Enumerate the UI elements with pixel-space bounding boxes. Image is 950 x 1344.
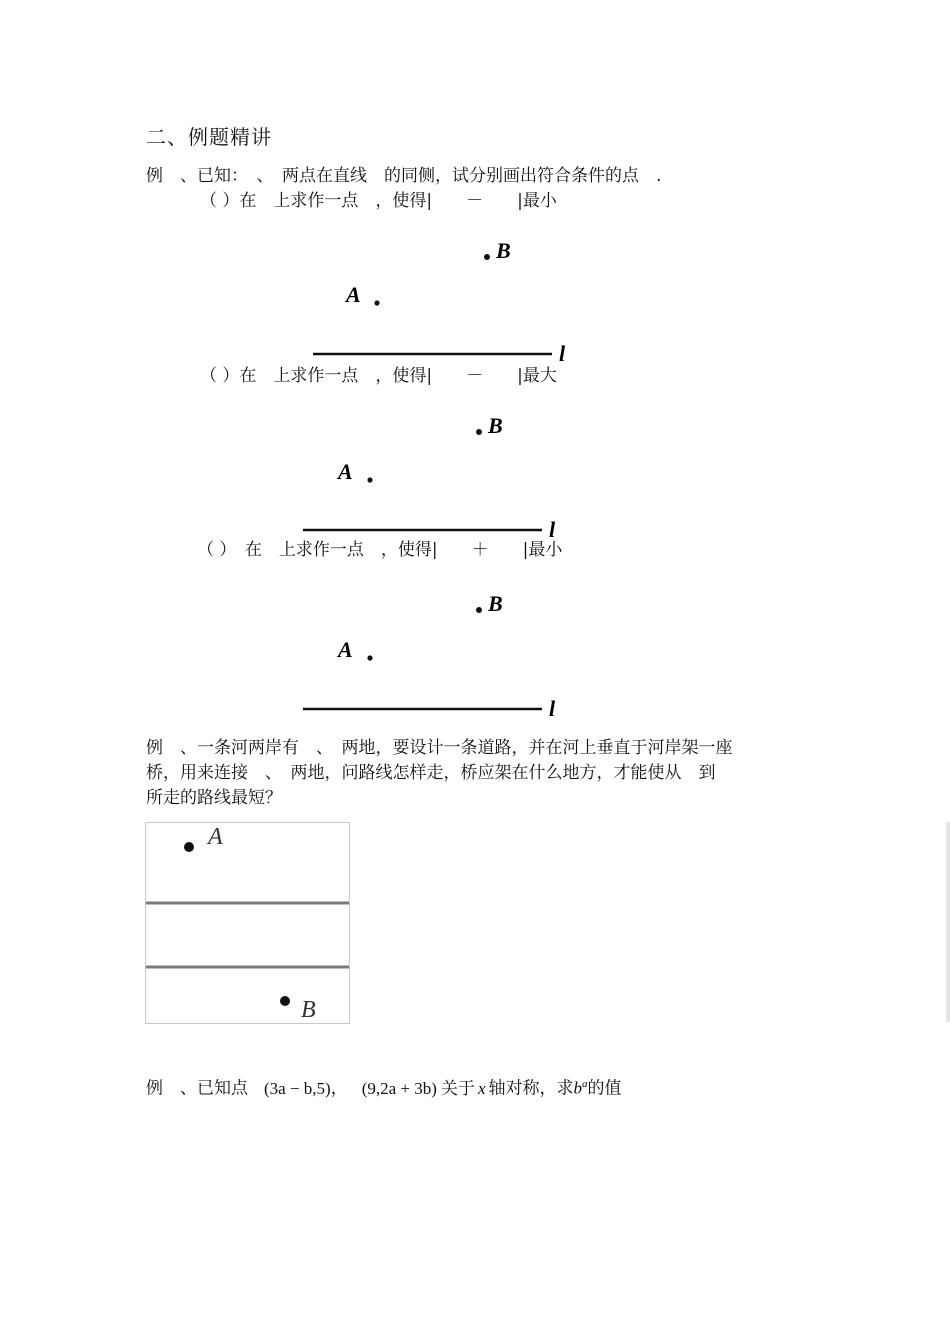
- figure-frame: [146, 823, 350, 1024]
- point-b-label: B: [488, 413, 503, 438]
- example3-separator: ，: [330, 1078, 348, 1099]
- power-base: b: [573, 1078, 582, 1098]
- example1-part3-figure: [290, 583, 580, 718]
- point-b-dot: [484, 254, 490, 260]
- example1-intro: 例 、已知： 、 两点在直线 的同侧，试分别画出符合条件的点 .: [146, 166, 662, 186]
- point-b-dot: [280, 996, 290, 1006]
- example1-part2-figure: [290, 405, 580, 540]
- point-b-dot: [476, 429, 482, 435]
- point-a-dot: [184, 842, 194, 852]
- page-edge-shadow: [946, 822, 950, 1022]
- example2-river-figure: [145, 822, 351, 1026]
- point-a-dot: [374, 300, 379, 305]
- point-a-label: A: [346, 282, 361, 307]
- point-p-coords: (3a − b,5): [264, 1078, 331, 1098]
- point-a-label: A: [338, 637, 353, 662]
- point-b-label: B: [301, 997, 316, 1023]
- example1-part1-figure: [300, 230, 590, 365]
- point-a-dot: [367, 655, 372, 660]
- example2-line2: 桥，用来连接 、 两地，问路线怎样走，桥应架在什么地方，才能使从 到: [146, 763, 716, 783]
- section-title: 二、例题精讲: [146, 125, 272, 149]
- point-a-label: A: [208, 824, 223, 850]
- point-a-label: A: [338, 459, 353, 484]
- power-exponent: a: [581, 1078, 588, 1090]
- point-b-label: B: [488, 591, 503, 616]
- example2-line1: 例 、一条河两岸有 、 两地，要设计一条道路，并在河上垂直于河岸架一座: [146, 738, 733, 758]
- point-a-dot: [367, 477, 372, 482]
- line-l-label: l: [549, 517, 556, 540]
- example1-part2-prompt: （ ）在 上求作一点 ，使得| － |最大: [200, 366, 557, 386]
- line-l-label: l: [549, 696, 556, 718]
- example3-middle: 关于: [440, 1078, 475, 1099]
- example3-suffix1: 轴对称，求: [488, 1078, 574, 1099]
- example3-line: [146, 1072, 621, 1101]
- line-l-label: l: [559, 341, 566, 365]
- example1-part1-prompt: （ ）在 上求作一点 ，使得| － |最小: [200, 191, 557, 211]
- point-b-label: B: [496, 238, 511, 263]
- example1-part3-prompt: （ ） 在 上求作一点 ，使得| ＋ |最小: [197, 540, 563, 560]
- axis-variable: x: [477, 1078, 486, 1098]
- example3-suffix2: 的值: [587, 1078, 622, 1099]
- point-b-dot: [476, 607, 482, 613]
- point-q-coords: (9,2a + 3b): [361, 1078, 437, 1098]
- example3-prefix: 例 、已知点: [146, 1078, 248, 1099]
- example2-line3: 所走的路线最短？: [146, 788, 282, 808]
